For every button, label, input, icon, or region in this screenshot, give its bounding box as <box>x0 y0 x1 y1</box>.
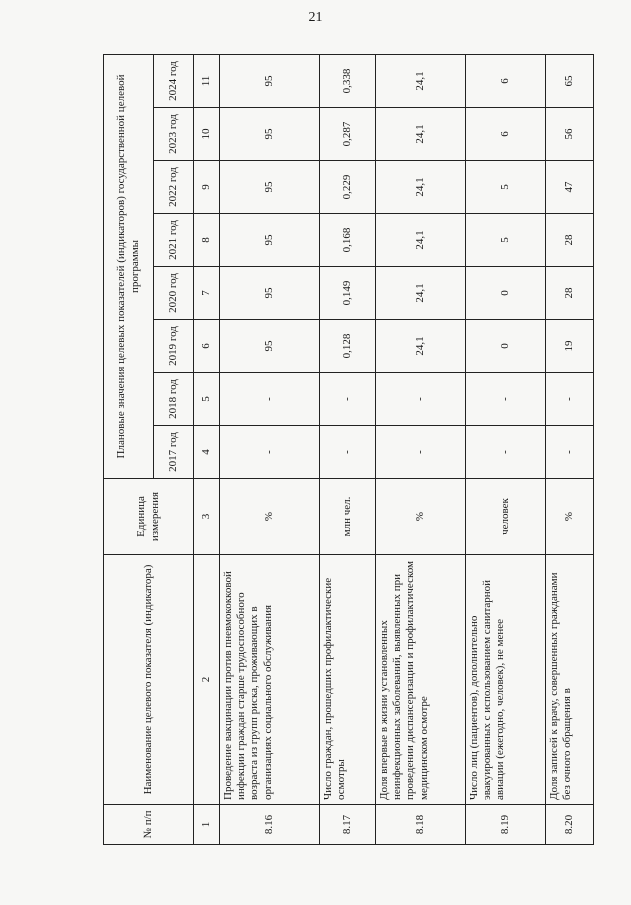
header-row-top <box>104 54 154 844</box>
value-cell: 0,168 <box>320 214 376 267</box>
value-cell: 95 <box>220 108 320 161</box>
index-cell: 8 <box>194 214 220 267</box>
value-cell: - <box>320 373 376 426</box>
value-cell: - <box>320 426 376 479</box>
value-cell: 0,128 <box>320 320 376 373</box>
value-cell: 0 <box>466 267 546 320</box>
header-year: 2023 год <box>154 108 194 161</box>
value-cell: 28 <box>546 267 594 320</box>
indicator-name: Проведение вакцинации против пневмококковой инфекции граждан старше трудоспособного возраста из групп риска, проживающих в организациях социального обслуживания <box>220 555 320 805</box>
header-unit: Единица измерения <box>104 479 194 555</box>
row-number: 8.18 <box>376 805 466 845</box>
index-cell: 5 <box>194 373 220 426</box>
index-cell: 11 <box>194 54 220 107</box>
indicators-table <box>103 54 594 845</box>
unit-cell: % <box>220 479 320 555</box>
header-year: 2017 год <box>154 426 194 479</box>
value-cell: 19 <box>546 320 594 373</box>
value-cell: 0,338 <box>320 54 376 107</box>
value-cell: 28 <box>546 214 594 267</box>
row-number: 8.16 <box>220 805 320 845</box>
value-cell: - <box>220 426 320 479</box>
indicator-name: Доля записей к врачу, совершенных гражданами без очного обращения в <box>546 555 594 805</box>
header-num: № п/п <box>104 805 194 845</box>
value-cell: 0,149 <box>320 267 376 320</box>
value-cell: 6 <box>466 108 546 161</box>
index-cell: 1 <box>194 805 220 845</box>
rotated-table-container <box>103 55 593 845</box>
value-cell: 0,229 <box>320 161 376 214</box>
value-cell: 95 <box>220 320 320 373</box>
table-row <box>220 54 320 844</box>
header-year: 2021 год <box>154 214 194 267</box>
table-row <box>546 54 594 844</box>
value-cell: 24,1 <box>376 214 466 267</box>
value-cell: 5 <box>466 214 546 267</box>
value-cell: 95 <box>220 161 320 214</box>
index-cell: 9 <box>194 161 220 214</box>
header-year: 2019 год <box>154 320 194 373</box>
table-row <box>320 54 376 844</box>
index-cell: 6 <box>194 320 220 373</box>
value-cell: - <box>546 426 594 479</box>
value-cell: 0,287 <box>320 108 376 161</box>
row-number: 8.19 <box>466 805 546 845</box>
page-number: 21 <box>308 10 323 25</box>
value-cell: - <box>466 373 546 426</box>
value-cell: 95 <box>220 214 320 267</box>
value-cell: 0 <box>466 320 546 373</box>
table-row <box>376 54 466 844</box>
value-cell: - <box>220 373 320 426</box>
value-cell: - <box>546 373 594 426</box>
value-cell: 65 <box>546 54 594 107</box>
value-cell: 6 <box>466 54 546 107</box>
header-year: 2022 год <box>154 161 194 214</box>
value-cell: 5 <box>466 161 546 214</box>
value-cell: 24,1 <box>376 108 466 161</box>
value-cell: 95 <box>220 267 320 320</box>
unit-cell: % <box>376 479 466 555</box>
header-name: Наименование целевого показателя (индикатора) <box>104 555 194 805</box>
value-cell: - <box>376 373 466 426</box>
index-cell: 10 <box>194 108 220 161</box>
indicator-name: Число лиц (пациентов), дополнительно эвакуированных с использованием санитарной авиации (ежегодно, человек), не менее <box>466 555 546 805</box>
header-year: 2024 год <box>154 54 194 107</box>
table-row <box>466 54 546 844</box>
unit-cell: млн чел. <box>320 479 376 555</box>
index-row <box>194 54 220 844</box>
value-cell: 24,1 <box>376 54 466 107</box>
value-cell: - <box>376 426 466 479</box>
value-cell: 56 <box>546 108 594 161</box>
value-cell: 24,1 <box>376 320 466 373</box>
index-cell: 2 <box>194 555 220 805</box>
indicator-name: Число граждан, прошедших профилактические осмотры <box>320 555 376 805</box>
value-cell: 24,1 <box>376 267 466 320</box>
value-cell: - <box>466 426 546 479</box>
unit-cell: человек <box>466 479 546 555</box>
indicator-name: Доля впервые в жизни установленных неинфекционных заболеваний, выявленных при проведении диспансеризации и профилактическом медицинском осмотре <box>376 555 466 805</box>
value-cell: 47 <box>546 161 594 214</box>
header-year: 2020 год <box>154 267 194 320</box>
index-cell: 4 <box>194 426 220 479</box>
value-cell: 95 <box>220 54 320 107</box>
unit-cell: % <box>546 479 594 555</box>
row-number: 8.17 <box>320 805 376 845</box>
header-year: 2018 год <box>154 373 194 426</box>
value-cell: 24,1 <box>376 161 466 214</box>
header-planned: Плановые значения целевых показателей (индикаторов) государственной целевой программы <box>104 54 154 478</box>
index-cell: 7 <box>194 267 220 320</box>
index-cell: 3 <box>194 479 220 555</box>
row-number: 8.20 <box>546 805 594 845</box>
